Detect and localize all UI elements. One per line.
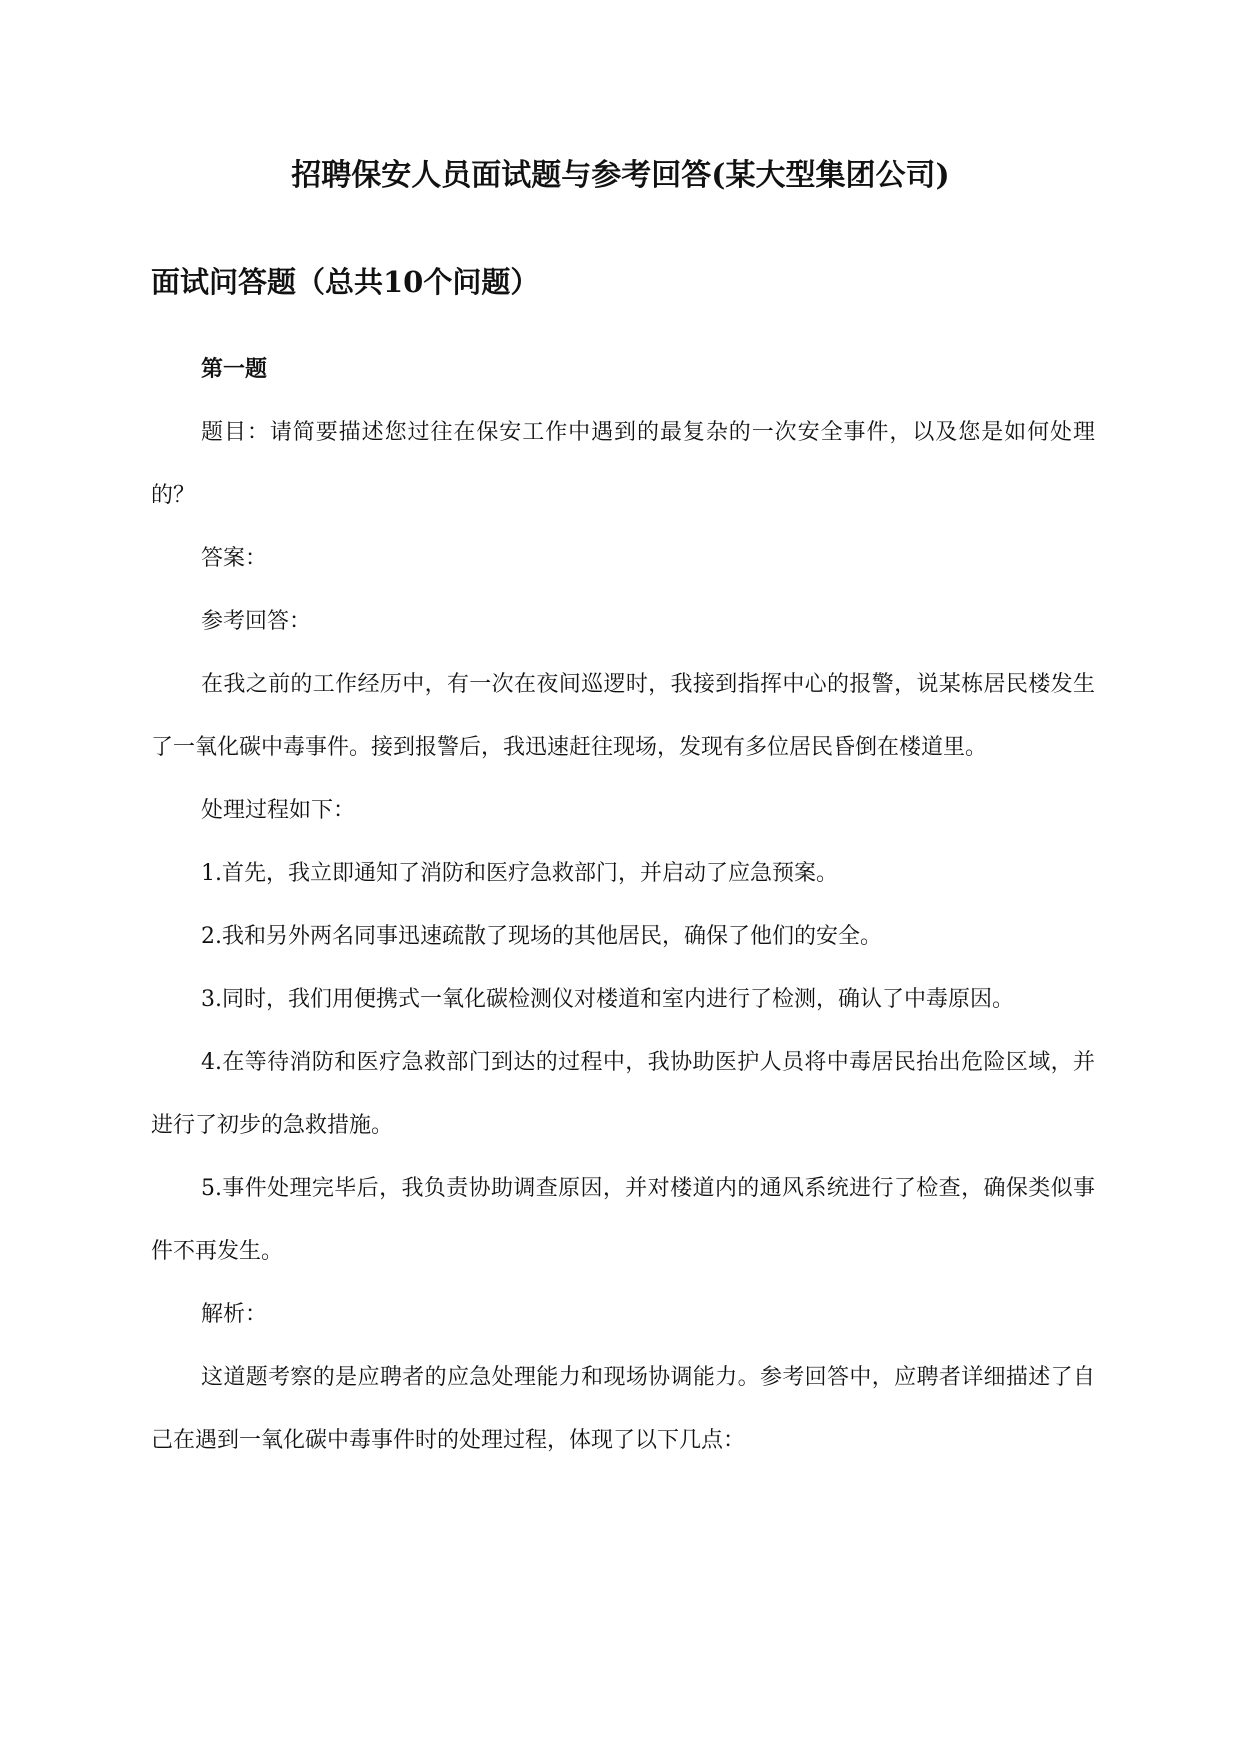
analysis-label: 解析： bbox=[201, 1302, 268, 1327]
document-body bbox=[151, 338, 1095, 1472]
step-item: 5.事件处理完毕后，我负责协助调查原因，并对楼道内的通风系统进行了检查，确保类似事件不再发生。 bbox=[151, 1176, 1095, 1264]
step-item: 3.同时，我们用便携式一氧化碳检测仪对楼道和室内进行了检测，确认了中毒原因。 bbox=[201, 987, 1014, 1012]
step-item: 1.首先，我立即通知了消防和医疗急救部门，并启动了应急预案。 bbox=[201, 861, 838, 886]
analysis-paragraph: 这道题考察的是应聘者的应急处理能力和现场协调能力。参考回答中，应聘者详细描述了自己在遇到一氧化碳中毒事件时的处理过程，体现了以下几点： bbox=[151, 1365, 1095, 1453]
reference-label: 参考回答： bbox=[201, 609, 312, 634]
section-heading: 面试问答题（总共10个问题） bbox=[151, 265, 540, 299]
question-text: 题目：请简要描述您过往在保安工作中遇到的最复杂的一次安全事件，以及您是如何处理的？ bbox=[151, 420, 1095, 508]
process-label: 处理过程如下： bbox=[201, 798, 356, 823]
step-item: 2.我和另外两名同事迅速疏散了现场的其他居民，确保了他们的安全。 bbox=[201, 924, 882, 949]
question-heading: 第一题 bbox=[201, 356, 268, 382]
reference-paragraph: 在我之前的工作经历中，有一次在夜间巡逻时，我接到指挥中心的报警，说某栋居民楼发生了一氧化碳中毒事件。接到报警后，我迅速赶往现场，发现有多位居民昏倒在楼道里。 bbox=[151, 672, 1095, 760]
step-item: 4.在等待消防和医疗急救部门到达的过程中，我协助医护人员将中毒居民抬出危险区域，并进行了初步的急救措施。 bbox=[151, 1050, 1095, 1138]
document-title: 招聘保安人员面试题与参考回答(某大型集团公司) bbox=[291, 158, 950, 193]
answer-label: 答案： bbox=[201, 546, 268, 571]
